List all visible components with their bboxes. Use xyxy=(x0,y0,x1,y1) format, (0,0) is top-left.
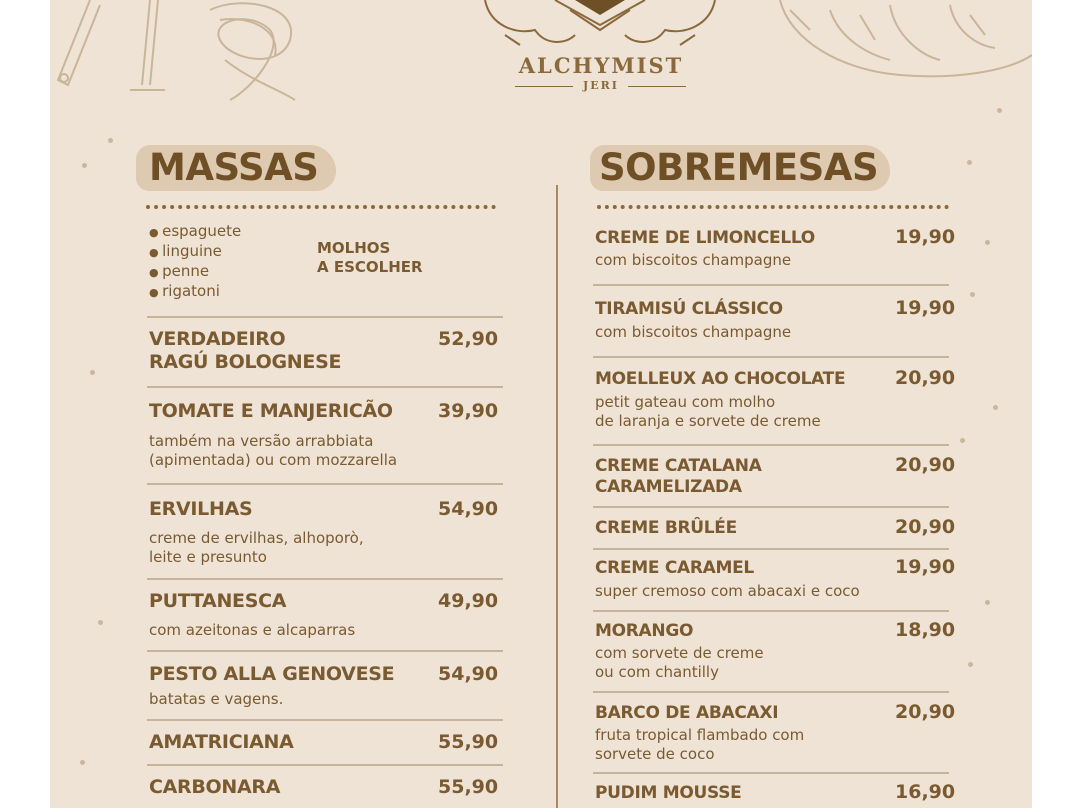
decorative-speck xyxy=(98,620,103,625)
section-title-sobremesas: SOBREMESAS xyxy=(599,146,879,189)
menu-item-price: 52,90 xyxy=(438,328,499,350)
item-divider xyxy=(593,610,949,612)
item-divider xyxy=(147,650,503,652)
item-divider xyxy=(593,284,949,286)
decorative-speck xyxy=(968,662,973,667)
menu-item-description: também na versão arrabbiata (apimentada) ou com mozzarella xyxy=(149,432,398,469)
menu-item-description: super cremoso com abacaxi e coco xyxy=(595,582,860,600)
decorative-speck xyxy=(970,292,975,297)
brand-subtitle: JERI xyxy=(583,79,619,92)
decorative-speck xyxy=(985,240,990,245)
menu-item-description: petit gateau com molho de laranja e sorvete de creme xyxy=(595,393,821,430)
item-divider xyxy=(147,719,503,721)
menu-item-name: CREME DE LIMONCELLO xyxy=(595,228,815,248)
section-title-massas: MASSAS xyxy=(149,146,319,189)
menu-item-price: 55,90 xyxy=(438,731,499,753)
item-divider xyxy=(593,356,949,358)
brand-name: ALCHYMIST xyxy=(518,53,684,78)
list-item: ● espaguete xyxy=(149,222,241,242)
menu-item-name: TIRAMISÚ CLÁSSICO xyxy=(595,299,783,319)
menu-item-name: CARBONARA xyxy=(149,776,281,798)
item-divider xyxy=(593,691,949,693)
decorative-speck xyxy=(985,600,990,605)
sauce-choice-label: MOLHOS A ESCOLHER xyxy=(317,239,423,276)
menu-item-price: 55,90 xyxy=(438,776,499,798)
decorative-speck xyxy=(967,160,972,165)
list-item: ● linguine xyxy=(149,242,241,262)
menu-item-price: 19,90 xyxy=(895,297,956,319)
item-divider xyxy=(593,506,949,508)
menu-item-price: 16,90 xyxy=(895,781,956,803)
item-divider xyxy=(593,772,949,774)
item-divider xyxy=(147,386,503,388)
menu-item-price: 20,90 xyxy=(895,701,956,723)
menu-item-price: 20,90 xyxy=(895,516,956,538)
menu-item-price: 19,90 xyxy=(895,226,956,248)
menu-item-price: 19,90 xyxy=(895,556,956,578)
menu-item-name: AMATRICIANA xyxy=(149,731,294,753)
menu-item-name: ERVILHAS xyxy=(149,498,253,520)
menu-item-price: 20,90 xyxy=(895,367,956,389)
pasta-type-list xyxy=(149,222,241,302)
menu-item-description: batatas e vagens. xyxy=(149,690,284,708)
menu-item-description: com azeitonas e alcaparras xyxy=(149,621,356,639)
item-divider xyxy=(593,444,949,446)
menu-item-name: CREME BRÛLÉE xyxy=(595,518,737,538)
menu-item-name: PUDIM MOUSSE xyxy=(595,783,742,803)
menu-item-name: PESTO ALLA GENOVESE xyxy=(149,663,395,685)
menu-item-name: TOMATE E MANJERICÃO xyxy=(149,400,393,422)
decorative-speck xyxy=(80,760,85,765)
menu-item-name: MOELLEUX AO CHOCOLATE xyxy=(595,369,846,389)
menu-item-description: com sorvete de creme ou com chantilly xyxy=(595,644,764,681)
list-item: ● penne xyxy=(149,262,241,282)
logo-crest-icon xyxy=(475,0,725,50)
menu-item-name: PUTTANESCA xyxy=(149,590,287,612)
menu-item-name: CREME CARAMEL xyxy=(595,558,754,578)
menu-page xyxy=(50,0,1032,808)
item-divider xyxy=(147,578,503,580)
menu-item-name: CREME CATALANA CARAMELIZADA xyxy=(595,456,762,497)
kitchen-utensils-illustration xyxy=(50,0,320,110)
decorative-speck xyxy=(997,108,1002,113)
item-divider xyxy=(147,316,503,318)
decorative-speck xyxy=(82,163,87,168)
menu-item-description: com biscoitos champagne xyxy=(595,323,792,341)
menu-item-name: VERDADEIRO RAGÚ BOLOGNESE xyxy=(149,328,342,373)
item-divider xyxy=(593,548,949,550)
bread-illustration xyxy=(770,0,1032,90)
menu-item-price: 54,90 xyxy=(438,663,499,685)
section-divider xyxy=(146,205,496,209)
decorative-speck xyxy=(90,370,95,375)
decorative-speck xyxy=(960,438,965,443)
menu-item-name: BARCO DE ABACAXI xyxy=(595,703,779,723)
column-divider xyxy=(556,185,558,808)
menu-item-description: com biscoitos champagne xyxy=(595,251,792,269)
item-divider xyxy=(147,764,503,766)
menu-item-price: 54,90 xyxy=(438,498,499,520)
decorative-speck xyxy=(108,138,113,143)
section-divider xyxy=(597,205,949,209)
menu-item-price: 20,90 xyxy=(895,454,956,476)
menu-item-description: fruta tropical flambado com sorvete de coco xyxy=(595,726,805,763)
menu-item-price: 39,90 xyxy=(438,400,499,422)
item-divider xyxy=(147,483,503,485)
menu-item-description: creme de ervilhas, alhoporò, leite e presunto xyxy=(149,529,364,566)
menu-item-price: 18,90 xyxy=(895,619,956,641)
menu-item-name: MORANGO xyxy=(595,621,694,641)
list-item: ● rigatoni xyxy=(149,282,241,302)
decorative-speck xyxy=(993,405,998,410)
menu-item-price: 49,90 xyxy=(438,590,499,612)
